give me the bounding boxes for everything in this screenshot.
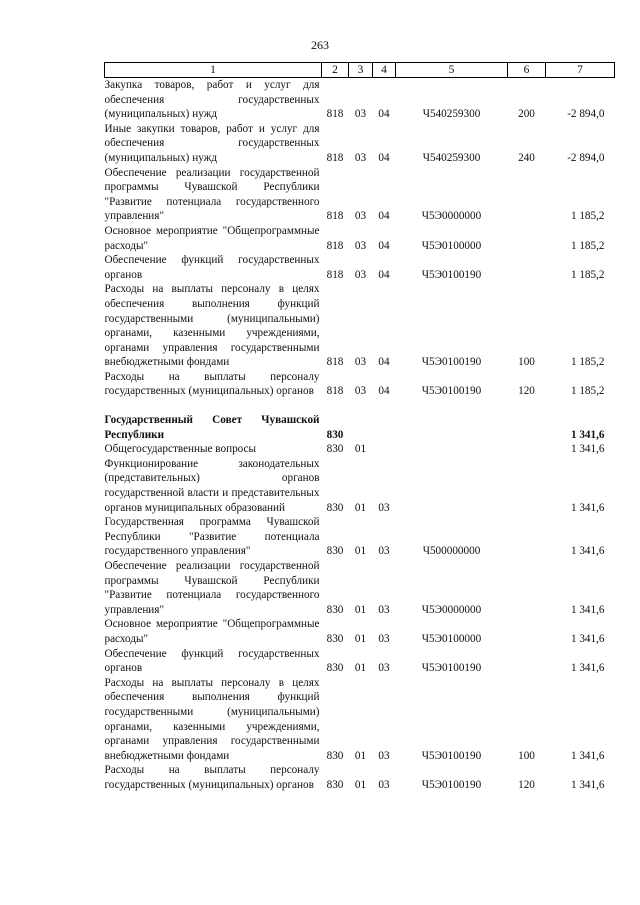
subsection-code: 03	[378, 603, 390, 616]
subsection-code: 04	[378, 239, 390, 252]
page-number: 263	[311, 38, 329, 52]
column-header: 3	[349, 63, 373, 78]
target-article-code: Ч500000000	[422, 545, 481, 558]
section-code	[349, 413, 373, 442]
target-article-code: Ч5Э0100190	[421, 356, 482, 369]
table-row	[105, 676, 615, 764]
table-row	[105, 253, 615, 282]
section-code: 01	[354, 632, 367, 645]
section-code: 01	[354, 749, 367, 762]
row-name: Обеспечение реализации государственной программы Чувашской Республики "Развитие потенциала государственного управления"	[104, 166, 320, 223]
amount: 1 341,6	[570, 443, 605, 456]
table-row	[105, 763, 615, 792]
budget-table	[104, 62, 615, 793]
row-name: Расходы на выплаты персоналу государственных (муниципальных) органов	[104, 370, 320, 398]
subsection-code: 03	[378, 545, 390, 558]
expense-type-code: 100	[518, 749, 535, 762]
subsection-code	[373, 442, 396, 457]
section-code: 03	[354, 385, 367, 398]
expense-type-code	[508, 457, 546, 515]
section-code: 03	[354, 239, 367, 252]
table-row	[105, 122, 615, 166]
row-name: Расходы на выплаты персоналу государственных (муниципальных) органов	[104, 764, 320, 791]
row-name: Основное мероприятие "Общепрограммные расходы"	[104, 618, 320, 645]
table-row	[105, 647, 615, 676]
ministry-code: 818	[326, 268, 344, 281]
column-header: 6	[508, 63, 546, 78]
subsection-code: 04	[378, 151, 390, 164]
column-header: 5	[396, 63, 508, 78]
expense-type-code	[508, 559, 546, 617]
row-name: Общегосударственные вопросы	[104, 443, 257, 456]
ministry-code: 830	[326, 603, 344, 616]
table-row	[105, 370, 615, 399]
expense-type-code	[508, 442, 546, 457]
ministry-code: 818	[326, 151, 344, 164]
section-code: 03	[354, 151, 367, 164]
column-header: 2	[322, 63, 349, 78]
amount: 1 341,6	[570, 501, 605, 514]
spacer-cell	[105, 399, 615, 413]
table-row	[105, 617, 615, 646]
ministry-code: 830	[326, 778, 344, 791]
table-row	[105, 166, 615, 224]
table-row	[105, 457, 615, 515]
target-article-code: Ч540259300	[422, 151, 481, 164]
ministry-code: 830	[326, 749, 344, 762]
section-code: 03	[354, 210, 367, 223]
row-name: Расходы на выплаты персоналу в целях обеспечения выполнения функций государственными (муниципальными) органами, казенными учреждениями, органами управления государственными внебюджетными фондами	[104, 283, 320, 369]
expense-type-code	[508, 413, 546, 442]
amount: 1 185,2	[570, 356, 605, 369]
table-row	[105, 515, 615, 559]
ministry-code: 818	[326, 210, 344, 223]
target-article-code: Ч5Э0000000	[421, 210, 482, 223]
subsection-code: 03	[378, 632, 390, 645]
table-row	[105, 559, 615, 617]
expense-type-code	[508, 166, 546, 224]
amount: 1 341,6	[570, 603, 605, 616]
row-name: Расходы на выплаты персоналу в целях обеспечения выполнения функций государственными (муниципальными) органами, казенными учреждениями, органами управления государственными внебюджетными фондами	[104, 676, 320, 762]
amount: 1 341,6	[570, 662, 605, 675]
target-article-code: Ч5Э0100190	[421, 662, 482, 675]
ministry-code: 830	[326, 501, 344, 514]
subsection-code: 03	[378, 662, 390, 675]
row-name: Государственная программа Чувашской Республики "Развитие потенциала государственного управления"	[104, 516, 320, 558]
target-article-code: Ч5Э0100000	[421, 632, 482, 645]
amount: 1 185,2	[570, 268, 605, 281]
table-row	[105, 224, 615, 253]
table-row	[105, 78, 615, 122]
subsection-code: 03	[378, 501, 390, 514]
subsection-code: 04	[378, 268, 390, 281]
row-name: Государственный Совет Чувашской Республики	[104, 414, 320, 441]
row-name: Закупка товаров, работ и услуг для обеспечения государственных (муниципальных) нужд	[104, 79, 320, 121]
section-code: 01	[354, 662, 367, 675]
table-row	[105, 282, 615, 370]
expense-type-code: 240	[518, 151, 535, 164]
target-article-code: Ч5Э0100190	[421, 385, 482, 398]
column-header: 1	[105, 63, 322, 78]
section-code: 01	[354, 545, 367, 558]
section-code: 01	[354, 603, 367, 616]
column-header: 4	[373, 63, 396, 78]
row-name: Функционирование законодательных (представительных) органов государственной власти и представительных органов муниципальных образований	[104, 457, 320, 514]
expense-type-code	[508, 617, 546, 646]
ministry-code: 830	[326, 428, 344, 441]
ministry-code: 830	[326, 662, 344, 675]
column-number-header	[105, 63, 615, 78]
target-article-code	[396, 413, 508, 442]
section-code: 01	[354, 778, 367, 791]
subsection-code: 03	[378, 778, 390, 791]
expense-type-code	[508, 647, 546, 676]
section-code: 03	[354, 268, 367, 281]
row-name: Обеспечение функций государственных органов	[104, 647, 320, 675]
ministry-code: 830	[326, 545, 344, 558]
subsection-code: 04	[378, 108, 390, 121]
amount: 1 341,6	[570, 749, 605, 762]
ministry-code: 818	[326, 239, 344, 252]
subsection-code: 04	[378, 210, 390, 223]
target-article-code	[396, 442, 508, 457]
row-name: Обеспечение функций государственных органов	[104, 254, 320, 281]
target-article-code: Ч5Э0100190	[421, 778, 482, 791]
amount: 1 185,2	[570, 385, 605, 398]
expense-type-code: 100	[518, 356, 535, 369]
expense-type-code: 120	[518, 778, 535, 791]
target-article-code: Ч5Э0100190	[421, 749, 482, 762]
subsection-code	[373, 413, 396, 442]
expense-type-code	[508, 224, 546, 253]
target-article-code	[396, 457, 508, 515]
amount: 1 341,6	[570, 545, 605, 558]
expense-type-code: 120	[518, 385, 535, 398]
target-article-code: Ч5Э0000000	[421, 603, 482, 616]
subsection-code: 04	[378, 356, 390, 369]
amount: 1 341,6	[570, 632, 605, 645]
section-code: 03	[354, 356, 367, 369]
amount: 1 341,6	[570, 428, 605, 441]
target-article-code: Ч5Э0100000	[421, 239, 482, 252]
section-code: 01	[354, 501, 367, 514]
ministry-code: 818	[326, 356, 344, 369]
section-code: 01	[354, 443, 367, 456]
table-row	[105, 413, 615, 442]
subsection-code: 04	[378, 385, 390, 398]
section-code: 03	[354, 108, 367, 121]
target-article-code: Ч5Э0100190	[421, 268, 482, 281]
ministry-code: 830	[326, 632, 344, 645]
expense-type-code: 200	[518, 108, 535, 121]
target-article-code: Ч540259300	[422, 108, 481, 121]
row-name: Иные закупки товаров, работ и услуг для обеспечения государственных (муниципальных) нужд	[104, 122, 320, 164]
row-name: Основное мероприятие "Общепрограммные расходы"	[104, 224, 320, 252]
subsection-code: 03	[378, 749, 390, 762]
amount: 1 185,2	[570, 210, 605, 223]
amount: 1 185,2	[570, 239, 605, 252]
column-header: 7	[546, 63, 615, 78]
amount: -2 894,0	[567, 108, 605, 121]
row-name: Обеспечение реализации государственной программы Чувашской Республики "Развитие потенциала государственного управления"	[104, 560, 320, 616]
expense-type-code	[508, 253, 546, 282]
amount: 1 341,6	[570, 778, 605, 791]
ministry-code: 818	[326, 108, 344, 121]
ministry-code: 830	[326, 443, 344, 456]
expense-type-code	[508, 515, 546, 559]
amount: -2 894,0	[567, 151, 605, 164]
ministry-code: 818	[326, 385, 344, 398]
spacer-row	[105, 399, 615, 413]
table-row	[105, 442, 615, 457]
